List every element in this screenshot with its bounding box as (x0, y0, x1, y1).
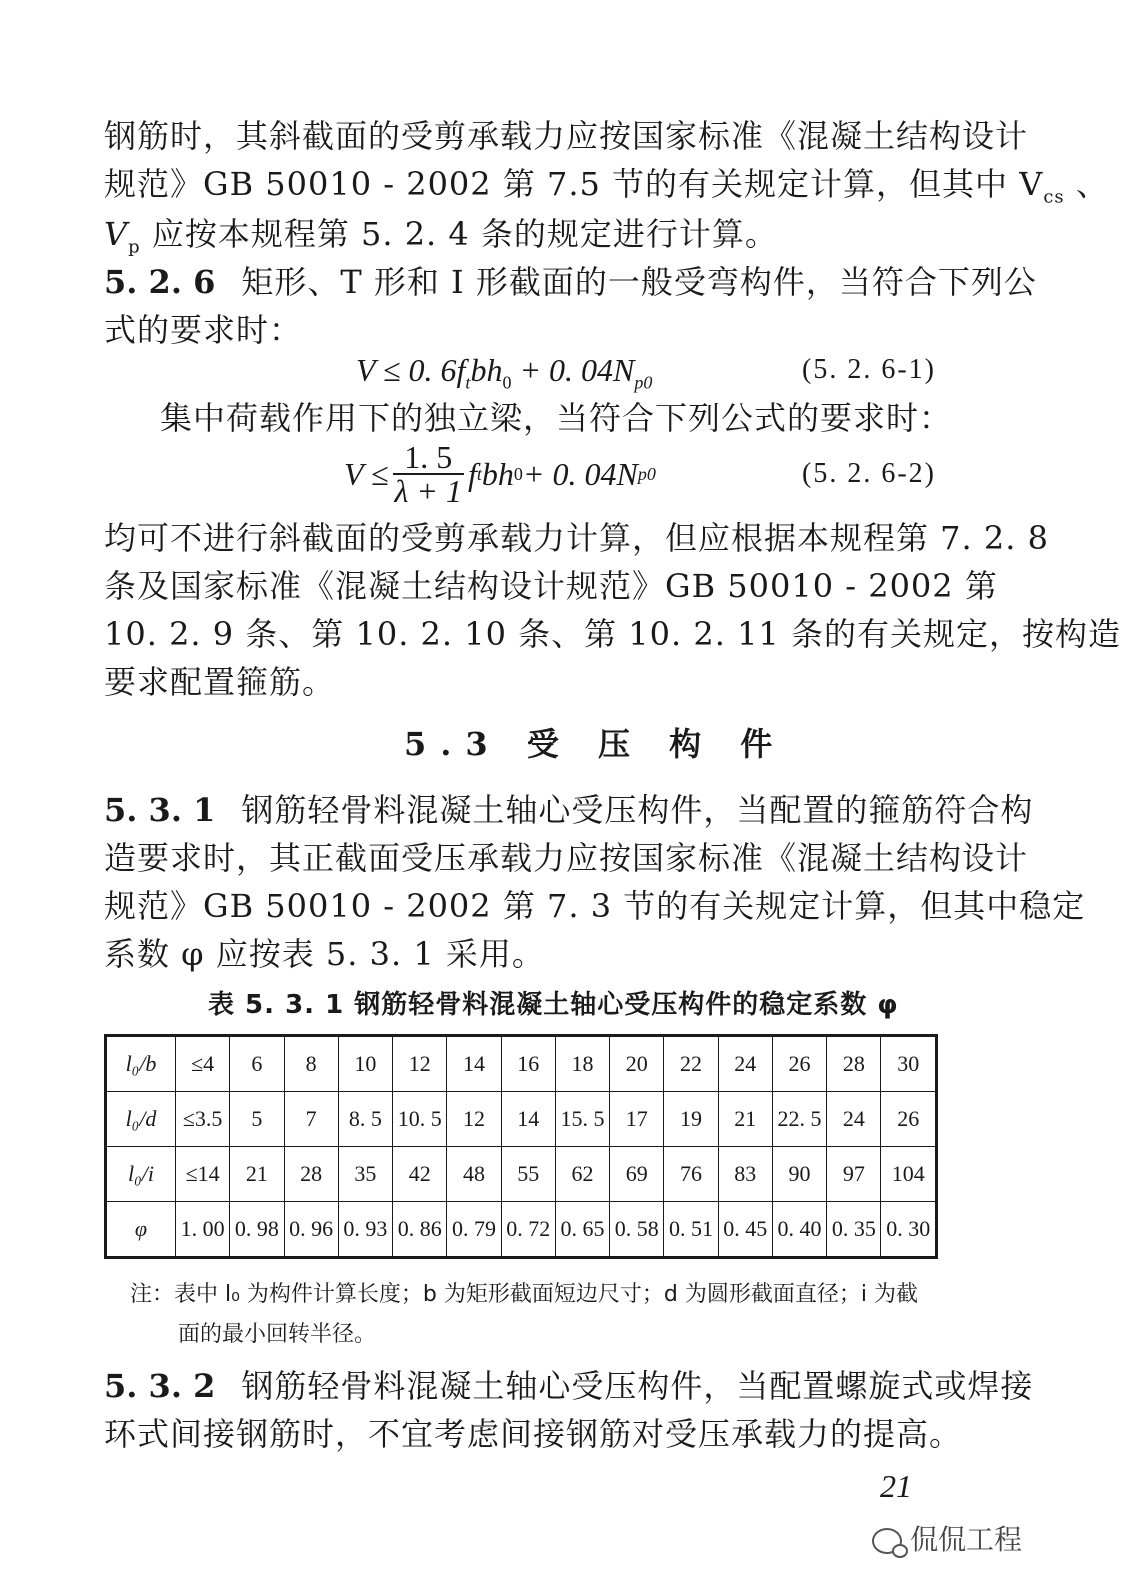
table-cell: 22 (664, 1036, 718, 1092)
table-row (106, 1202, 937, 1258)
table-cell: 42 (393, 1147, 447, 1202)
table-cell: 0. 98 (230, 1202, 284, 1258)
table-cell: 5 (230, 1092, 284, 1147)
table-cell: 0. 93 (338, 1202, 392, 1258)
table-cell: 48 (447, 1147, 501, 1202)
table-cell: 62 (555, 1147, 609, 1202)
table-cell: 76 (664, 1147, 718, 1202)
para-line: 集中荷载作用下的独立梁，当符合下列公式的要求时： (160, 399, 953, 437)
table-cell: 0. 86 (393, 1202, 447, 1258)
table-cell: 12 (393, 1036, 447, 1092)
table-cell: 28 (284, 1147, 338, 1202)
table-cell: 21 (718, 1092, 772, 1147)
row-header: l₀/b (106, 1036, 176, 1092)
table-cell: 0. 65 (555, 1202, 609, 1258)
para-line: 规范》GB 50010 - 2002 第 7.5 节的有关规定计算，但其中 $V_{cs}$ 、 (104, 165, 1109, 208)
equation-number: (5. 2. 6-2) (802, 458, 936, 489)
table-cell: 1. 00 (176, 1202, 230, 1258)
para-line: 式的要求时： (104, 311, 303, 349)
para-line: 规范》GB 50010 - 2002 第 7. 3 节的有关规定计算，但其中稳定 (104, 887, 1086, 925)
table-note: 注：表中 l₀ 为构件计算长度；b 为矩形截面短边尺寸；d 为圆形截面直径；i 为截 (130, 1282, 918, 1307)
table-cell: 10 (338, 1036, 392, 1092)
para-line: 造要求时，其正截面受压承载力应按国家标准《混凝土结构设计 (104, 839, 1029, 877)
table-cell: 0. 35 (827, 1202, 881, 1258)
clause-5-3-1: 5. 3. 1 钢筋轻骨料混凝土轴心受压构件，当配置的箍筋符合构 (104, 791, 1034, 829)
para-line: 钢筋时，其斜截面的受剪承载力应按国家标准《混凝土结构设计 (104, 117, 1029, 155)
table-cell: 26 (881, 1092, 937, 1147)
para-line: $V_p$ 应按本规程第 5. 2. 4 条的规定进行计算。 (104, 215, 778, 258)
table-cell: 35 (338, 1147, 392, 1202)
table-cell: 21 (230, 1147, 284, 1202)
table-cell: 28 (827, 1036, 881, 1092)
table-cell: 6 (230, 1036, 284, 1092)
equation-5-2-6-2: V ≤ $\frac{1. 5}{\lambda + 1}$ f t bh 0 + 0. 04N p0 (344, 439, 656, 509)
table-cell: 24 (718, 1036, 772, 1092)
table-cell: 26 (772, 1036, 826, 1092)
row-header: l₀/d (106, 1092, 176, 1147)
table-cell: 19 (664, 1092, 718, 1147)
table-cell: 30 (881, 1036, 937, 1092)
table-cell: 97 (827, 1147, 881, 1202)
table-cell: 0. 45 (718, 1202, 772, 1258)
table-cell: 0. 96 (284, 1202, 338, 1258)
para-line: 要求配置箍筋。 (104, 663, 336, 701)
table-cell: 16 (501, 1036, 555, 1092)
para-line: 10. 2. 9 条、第 10. 2. 10 条、第 10. 2. 11 条的有关规定，按构造 (104, 615, 1121, 653)
equation-5-2-6-1: V ≤ 0. $6f_tbh_0 + 0$. $04N_{p0}$ (356, 352, 653, 393)
table-cell: 83 (718, 1147, 772, 1202)
table-cell: 7 (284, 1092, 338, 1147)
table-cell: 0. 30 (881, 1202, 937, 1258)
wechat-icon (872, 1528, 902, 1554)
table-cell: 90 (772, 1147, 826, 1202)
clause-5-2-6: 5. 2. 6 矩形、T 形和 I 形截面的一般受弯构件，当符合下列公 (104, 263, 1037, 301)
table-note: 面的最小回转半径。 (178, 1322, 377, 1347)
table-cell: ≤14 (176, 1147, 230, 1202)
fraction: $\frac{1. 5}{\lambda + 1}$ (394, 439, 462, 509)
table-row (106, 1092, 937, 1147)
row-header: l₀/i (106, 1147, 176, 1202)
table-cell: 104 (881, 1147, 937, 1202)
table-cell: 8 (284, 1036, 338, 1092)
table-cell: 17 (610, 1092, 664, 1147)
table-cell: ≤3.5 (176, 1092, 230, 1147)
para-line: 条及国家标准《混凝土结构设计规范》GB 50010 - 2002 第 (104, 567, 998, 605)
para-line: 均可不进行斜截面的受剪承载力计算，但应根据本规程第 7. 2. 8 (104, 519, 1049, 557)
row-header: φ (106, 1202, 176, 1258)
table-cell: 12 (447, 1092, 501, 1147)
table-cell: 20 (610, 1036, 664, 1092)
table-cell: 0. 51 (664, 1202, 718, 1258)
table-row (106, 1147, 937, 1202)
stability-coefficient-table (104, 1034, 938, 1259)
table-cell: 55 (501, 1147, 555, 1202)
table-cell: 69 (610, 1147, 664, 1202)
table-cell: 14 (447, 1036, 501, 1092)
equation-number: (5. 2. 6-1) (802, 354, 936, 385)
table-cell: 24 (827, 1092, 881, 1147)
para-line: 环式间接钢筋时，不宜考虑间接钢筋对受压承载力的提高。 (104, 1415, 963, 1453)
table-caption: 表 5. 3. 1 钢筋轻骨料混凝土轴心受压构件的稳定系数 φ (208, 990, 899, 1020)
table-cell: 22. 5 (772, 1092, 826, 1147)
table-cell: 0. 58 (610, 1202, 664, 1258)
table-cell: 15. 5 (555, 1092, 609, 1147)
table-cell: 0. 40 (772, 1202, 826, 1258)
table-cell: 0. 79 (447, 1202, 501, 1258)
section-heading: 5.3 受 压 构 件 (404, 725, 787, 763)
watermark: 侃侃工程 (872, 1518, 1022, 1558)
para-line: 系数 φ 应按表 5. 3. 1 采用。 (104, 935, 545, 973)
table-cell: 10. 5 (393, 1092, 447, 1147)
table-cell: 8. 5 (338, 1092, 392, 1147)
table-cell: 18 (555, 1036, 609, 1092)
table-cell: 0. 72 (501, 1202, 555, 1258)
clause-5-3-2: 5. 3. 2 钢筋轻骨料混凝土轴心受压构件，当配置螺旋式或焊接 (104, 1367, 1034, 1405)
page-number: 21 (880, 1468, 912, 1504)
table-cell: ≤4 (176, 1036, 230, 1092)
table-row (106, 1036, 937, 1092)
table-cell: 14 (501, 1092, 555, 1147)
